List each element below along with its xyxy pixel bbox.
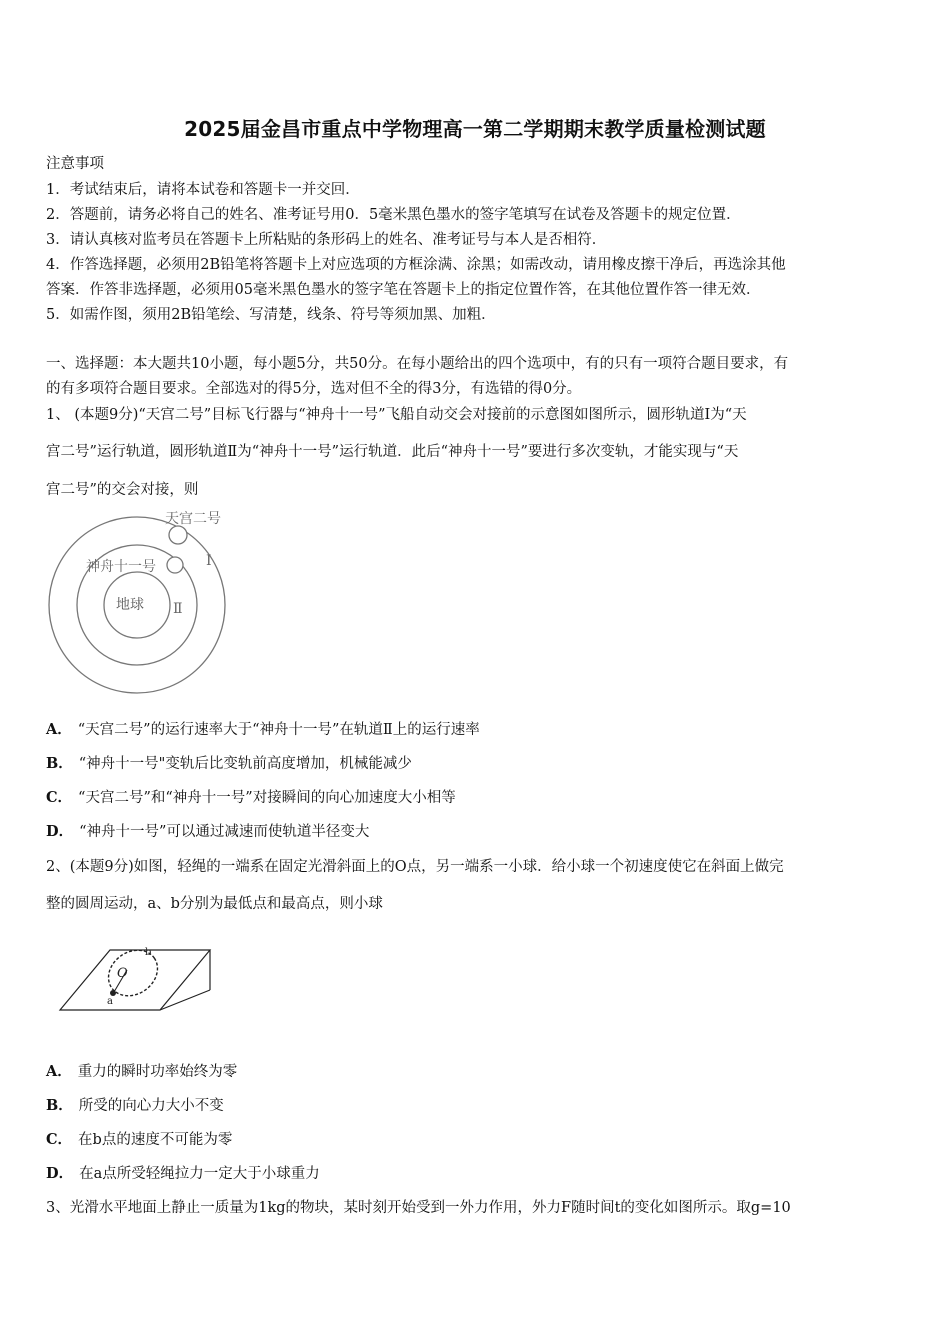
notice-item-4: 4．作答选择题，必须用2B铅笔将答题卡上对应选项的方框涂满、涂黑；如需改动，请用橡皮擦干净后，再选涂其他 bbox=[46, 257, 786, 273]
incline-side-edge bbox=[160, 990, 210, 1010]
q1-option-c[interactable]: C． “天宫二号”和“神舟十一号”对接瞬间的向心加速度大小相等 bbox=[46, 789, 456, 806]
incline-top-face bbox=[60, 950, 210, 1010]
label-orbit-1: Ⅰ bbox=[206, 553, 212, 569]
notice-item-4-cont: 答案．作答非选择题，必须用05毫米黑色墨水的签字笔在答题卡上的指定位置作答，在其他位置作答一律无效． bbox=[46, 282, 761, 298]
section-1-line-2: 的有多项符合题目要求。全部选对的得5分，选对但不全的得3分，有选错的得0分。 bbox=[46, 381, 582, 397]
notice-item-5: 5．如需作图，须用2B铅笔绘、写清楚，线条、符号等须加黑、加粗． bbox=[46, 307, 496, 323]
label-tiangong: 天宫二号 bbox=[165, 511, 221, 527]
q2-option-a[interactable]: A． 重力的瞬时功率始终为零 bbox=[46, 1063, 238, 1080]
q1-option-d[interactable]: D． “神舟十一号”可以通过减速而使轨道半径变大 bbox=[46, 823, 370, 840]
q2-option-b[interactable]: B． 所受的向心力大小不变 bbox=[46, 1097, 224, 1114]
label-a: a bbox=[107, 996, 113, 1007]
notice-item-1: 1．考试结束后，请将本试卷和答题卡一并交回． bbox=[46, 182, 360, 198]
page-title: 2025届金昌市重点中学物理高一第二学期期末教学质量检测试题 bbox=[184, 117, 766, 141]
label-o: O bbox=[117, 966, 128, 981]
q1-option-a[interactable]: A． “天宫二号”的运行速率大于“神舟十一号”在轨道Ⅱ上的运行速率 bbox=[46, 721, 480, 738]
q1-option-b[interactable]: B． “神舟十一号"变轨后比变轨前高度增加，机械能减少 bbox=[46, 755, 412, 772]
label-orbit-2: Ⅱ bbox=[173, 601, 183, 617]
q1-stem-line-1: 1、 (本题9分)“天宫二号”目标飞行器与“神舟十一号”飞船自动交会对接前的示意图如图所示，圆形轨道Ⅰ为“天 bbox=[46, 407, 747, 423]
q2-incline-diagram bbox=[55, 940, 220, 1015]
q2-option-d[interactable]: D． 在a点所受轻绳拉力一定大于小球重力 bbox=[46, 1165, 320, 1182]
tiangong-satellite bbox=[169, 526, 187, 544]
notice-heading: 注意事项 bbox=[46, 156, 104, 172]
section-1-line-1: 一、选择题：本大题共10小题，每小题5分，共50分。在每小题给出的四个选项中，有的只有一项符合题目要求，有 bbox=[46, 356, 789, 372]
shenzhou-spacecraft bbox=[167, 557, 183, 573]
label-b: b bbox=[145, 947, 152, 958]
q2-stem-line-2: 整的圆周运动，a、b分别为最低点和最高点，则小球 bbox=[46, 896, 383, 912]
q2-stem-line-1: 2、(本题9分)如图，轻绳的一端系在固定光滑斜面上的O点，另一端系一小球．给小球一个初速度使它在斜面上做完 bbox=[46, 859, 784, 875]
q1-orbit-diagram bbox=[42, 505, 242, 700]
q2-option-c[interactable]: C． 在b点的速度不可能为零 bbox=[46, 1131, 233, 1148]
notice-item-2: 2．答题前，请务必将自己的姓名、准考证号用0．5毫米黑色墨水的签字笔填写在试卷及答题卡的规定位置． bbox=[46, 207, 741, 223]
label-earth: 地球 bbox=[116, 597, 144, 613]
label-shenzhou: 神舟十一号 bbox=[86, 559, 156, 575]
notice-item-3: 3．请认真核对监考员在答题卡上所粘贴的条形码上的姓名、准考证号与本人是否相符． bbox=[46, 232, 607, 248]
q1-stem-line-2: 宫二号”运行轨道，圆形轨道Ⅱ为“神舟十一号”运行轨道．此后“神舟十一号”要进行多次变轨，才能实现与“天 bbox=[46, 444, 739, 460]
q3-stem-line-1: 3、光滑水平地面上静止一质量为1kg的物块，某时刻开始受到一外力作用，外力F随时间t的变化如图所示。取g=10 bbox=[46, 1200, 791, 1216]
q1-stem-line-3: 宫二号”的交会对接，则 bbox=[46, 482, 199, 498]
